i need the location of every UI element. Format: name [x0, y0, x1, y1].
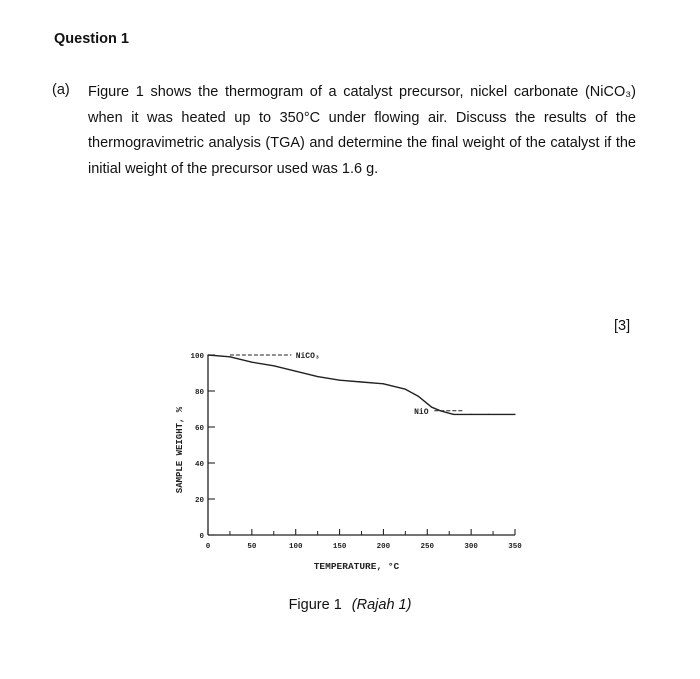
- data-point: [251, 362, 252, 363]
- data-point: [471, 414, 472, 415]
- data-point: [229, 356, 230, 357]
- y-tick-label: 40: [194, 461, 204, 469]
- x-tick-label: 150: [332, 543, 347, 551]
- x-tick-label: 50: [247, 543, 257, 551]
- tga-thermogram-chart: [170, 340, 550, 580]
- y-tick-label: 100: [190, 353, 204, 361]
- data-point: [207, 354, 208, 355]
- question-title: Question 1: [54, 31, 129, 47]
- x-tick-label: 100: [288, 543, 303, 551]
- data-point: [295, 371, 296, 372]
- caption-main: Figure 1: [288, 597, 342, 613]
- y-axis-label: SAMPLE WEIGHT, %: [175, 406, 185, 494]
- data-point: [317, 376, 318, 377]
- y-tick-label: 20: [194, 497, 204, 505]
- x-ticks: [206, 529, 523, 551]
- part-label: (a): [52, 82, 70, 98]
- data-point: [405, 389, 406, 390]
- x-tick-label: 0: [205, 543, 211, 551]
- y-tick-label: 80: [194, 389, 204, 397]
- series-line: [208, 355, 515, 414]
- annotation-label: NiO: [414, 407, 429, 417]
- x-tick-label: 250: [420, 543, 435, 551]
- chart-series: [207, 354, 515, 415]
- x-axis-label: TEMPERATURE, °C: [313, 561, 400, 572]
- question-text: Figure 1 shows the thermogram of a catalyst precursor, nickel carbonate (NiCO₃) when it was heated up to 350°C under flowing air. Discuss the results of the thermogravimetric analysis (TGA) and determine the final weight of the catalyst if the initial weight of the precursor used was 1.6 g.: [88, 84, 636, 177]
- x-tick-label: 350: [508, 543, 522, 551]
- y-tick-label: 0: [199, 533, 204, 541]
- caption-alt: (Rajah 1): [351, 597, 412, 613]
- figure-caption: [0, 597, 700, 613]
- data-point: [273, 365, 274, 366]
- annotation-label: NiCO₃: [295, 352, 320, 361]
- x-tick-label: 300: [464, 543, 478, 551]
- x-tick-label: 200: [376, 543, 391, 551]
- data-point: [418, 396, 419, 397]
- y-ticks: [190, 353, 215, 541]
- marks-indicator: [3]: [614, 318, 631, 334]
- data-point: [514, 414, 515, 415]
- data-point: [453, 414, 454, 415]
- data-point: [488, 414, 489, 415]
- y-tick-label: 60: [194, 425, 204, 433]
- data-point: [431, 407, 432, 408]
- chart-annotations: [230, 352, 462, 417]
- data-point: [339, 380, 340, 381]
- data-point: [361, 381, 362, 382]
- data-point: [383, 383, 384, 384]
